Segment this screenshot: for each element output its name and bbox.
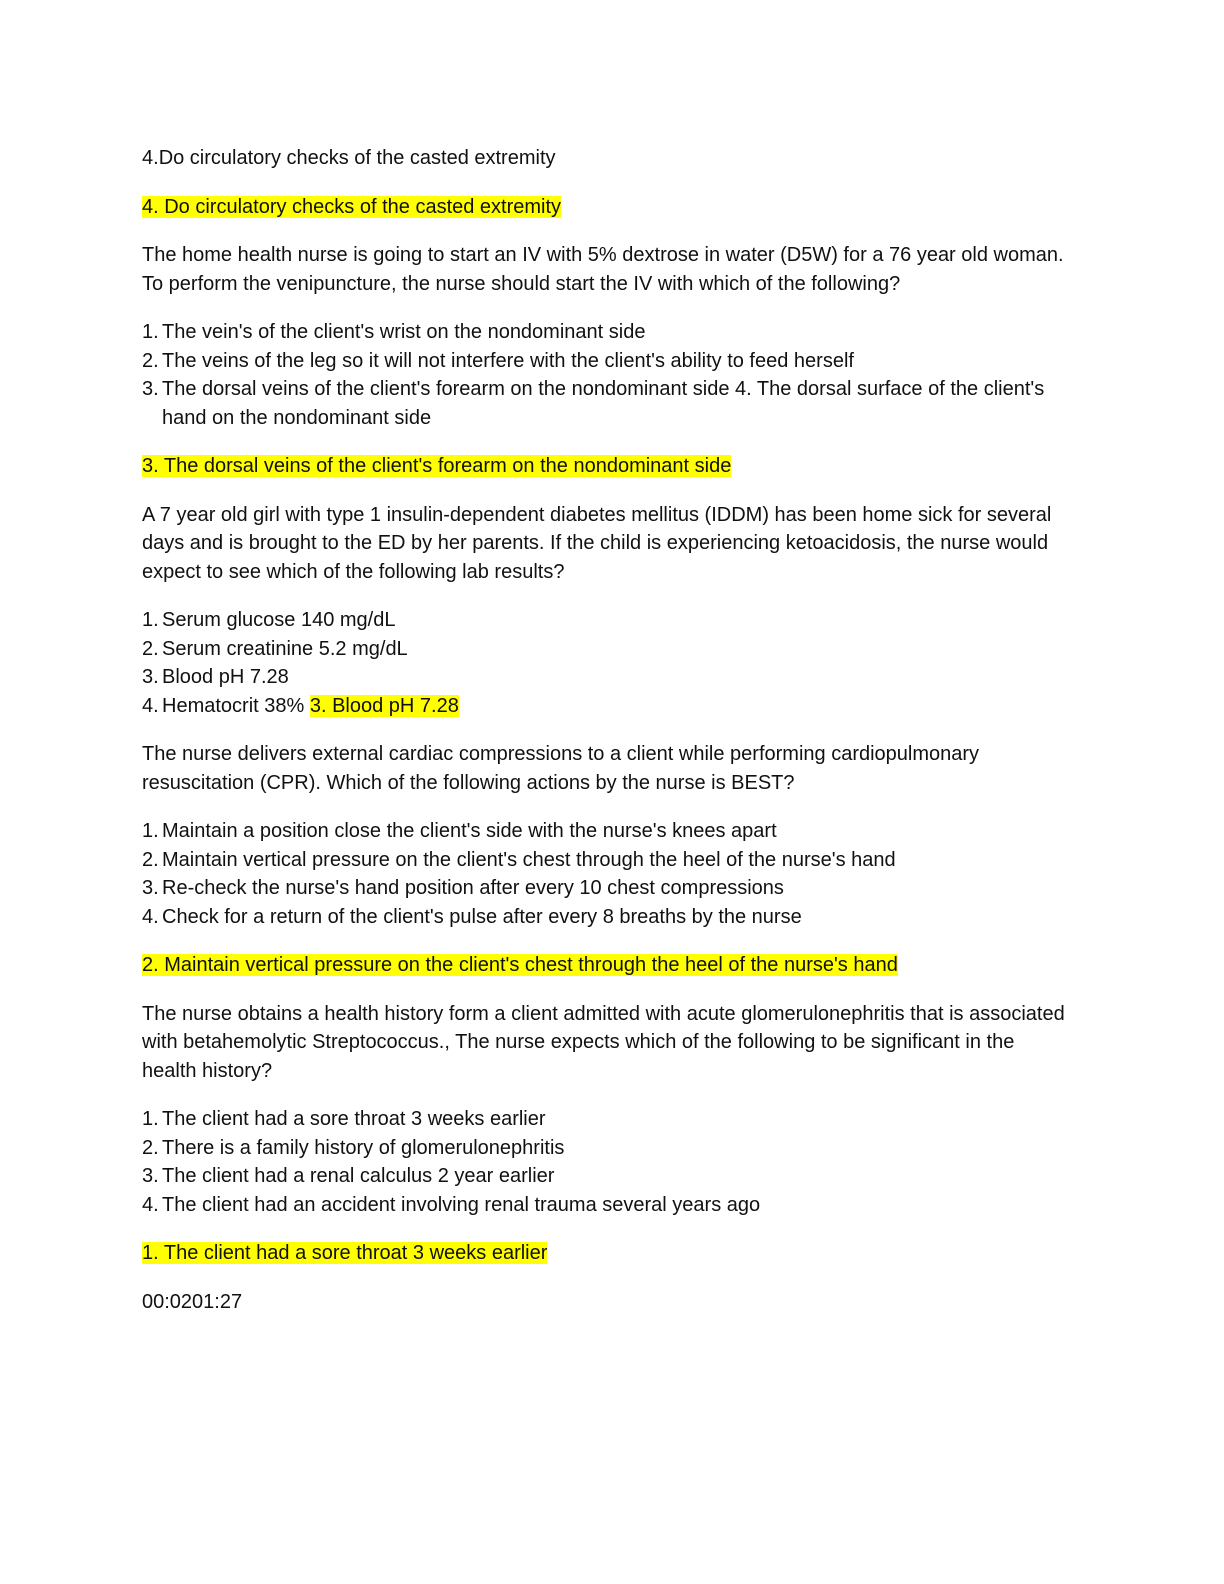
question-4-answer: 1. The client had a sore throat 3 weeks earlier	[142, 1242, 548, 1264]
question-1-choice-1	[142, 318, 1082, 347]
choice-text: Maintain vertical pressure on the client's chest through the heel of the nurse's hand	[162, 848, 896, 871]
question-3-choices	[142, 817, 1082, 931]
top-answer-highlight: 4. Do circulatory checks of the casted extremity	[142, 195, 562, 218]
document-page	[142, 144, 1082, 1316]
top-answer-plain	[142, 144, 1082, 173]
top-answer-plain-num: 4.	[142, 147, 159, 169]
choice-number: 3.	[142, 877, 159, 899]
question-2-choice-4	[142, 692, 1082, 721]
choice-text: Hematocrit 38%	[162, 694, 305, 717]
question-2-answer: 3. Blood pH 7.28	[309, 694, 459, 717]
choice-text: Serum creatinine 5.2 mg/dL	[162, 637, 408, 660]
question-2-choice-3	[142, 663, 1082, 692]
choice-text: Re-check the nurse's hand position after every 10 chest compressions	[162, 877, 784, 899]
question-4-choice-3	[142, 1162, 1082, 1191]
question-3-text: The nurse delivers external cardiac compressions to a client while performing cardiopulmonary resuscitation (CPR). Which of the following actions by the nurse is BEST?	[142, 743, 980, 794]
choice-text: The client had a renal calculus 2 year earlier	[162, 1165, 555, 1187]
question-1-choice-3	[142, 375, 1062, 432]
question-4-choice-2	[142, 1134, 1082, 1163]
choice-text: The client had an accident involving renal trauma several years ago	[162, 1193, 761, 1216]
question-3-choice-1	[142, 817, 1082, 846]
choice-text: Check for a return of the client's pulse after every 8 breaths by the nurse	[162, 905, 802, 928]
choice-number: 1.	[142, 609, 159, 631]
question-4-choices	[142, 1105, 1082, 1219]
question-3-answer-line	[142, 951, 1082, 980]
choice-number: 3.	[142, 666, 159, 688]
question-3-choice-2	[142, 846, 1082, 875]
top-answer-plain-text: Do circulatory checks of the casted extremity	[158, 147, 556, 169]
question-1-answer: 3. The dorsal veins of the client's forearm on the nondominant side	[142, 455, 732, 477]
top-answer-highlight-line	[142, 193, 1082, 222]
question-2-choice-2	[142, 635, 1082, 664]
question-4-choice-1	[142, 1105, 1082, 1134]
choice-number: 2.	[142, 848, 159, 871]
choice-number: 4.	[142, 694, 159, 717]
choice-number: 2.	[142, 349, 159, 372]
question-1-answer-line	[142, 452, 1082, 481]
choice-text: The dorsal veins of the client's forearm on the nondominant side 4. The dorsal surface of the client's hand on the nondominant side	[162, 378, 1045, 429]
question-3-choice-4	[142, 903, 1082, 932]
choice-text: The client had a sore throat 3 weeks earlier	[162, 1108, 546, 1130]
choice-text: There is a family history of glomerulonephritis	[162, 1136, 565, 1159]
choice-number: 4.	[142, 1193, 159, 1216]
choice-number: 3.	[142, 378, 159, 400]
choice-text: The veins of the leg so it will not interfere with the client's ability to feed herself	[162, 349, 854, 372]
question-2-text: A 7 year old girl with type 1 insulin-dependent diabetes mellitus (IDDM) has been home sick for several days and is brought to the ED by her parents. If the child is experiencing ketoacidosis, the nurse would expect to see which of the following lab results?	[142, 503, 1052, 583]
question-4-answer-line	[142, 1239, 1082, 1268]
choice-text: Serum glucose 140 mg/dL	[162, 609, 396, 631]
choice-number: 1.	[142, 820, 159, 842]
question-3-answer: 2. Maintain vertical pressure on the client's chest through the heel of the nurse's hand	[142, 954, 898, 976]
question-4-choice-4	[142, 1191, 1082, 1220]
choice-number: 2.	[142, 637, 159, 660]
choice-number: 3.	[142, 1165, 159, 1187]
question-2-choice-1	[142, 606, 1082, 635]
question-2-choices	[142, 606, 1082, 720]
choice-number: 1.	[142, 321, 159, 343]
question-4-text: The nurse obtains a health history form a client admitted with acute glomerulonephritis that is associated with betahemolytic Streptococcus., The nurse expects which of the following to be significant in the health history?	[142, 1002, 1065, 1082]
footer-timestamp: 00:0201:27	[142, 1290, 243, 1313]
choice-number: 2.	[142, 1136, 159, 1159]
choice-text: Maintain a position close the client's side with the nurse's knees apart	[162, 820, 777, 842]
question-1-choice-2	[142, 347, 1082, 376]
question-1-text: The home health nurse is going to start an IV with 5% dextrose in water (D5W) for a 76 year old woman. To perform the venipuncture, the nurse should start the IV with which of the following?	[142, 244, 1064, 295]
question-1-choices	[142, 318, 1082, 432]
choice-number: 4.	[142, 905, 159, 928]
choice-text: Blood pH 7.28	[162, 666, 289, 688]
choice-text: The vein's of the client's wrist on the nondominant side	[162, 321, 646, 343]
question-3-choice-3	[142, 874, 1082, 903]
choice-number: 1.	[142, 1108, 159, 1130]
